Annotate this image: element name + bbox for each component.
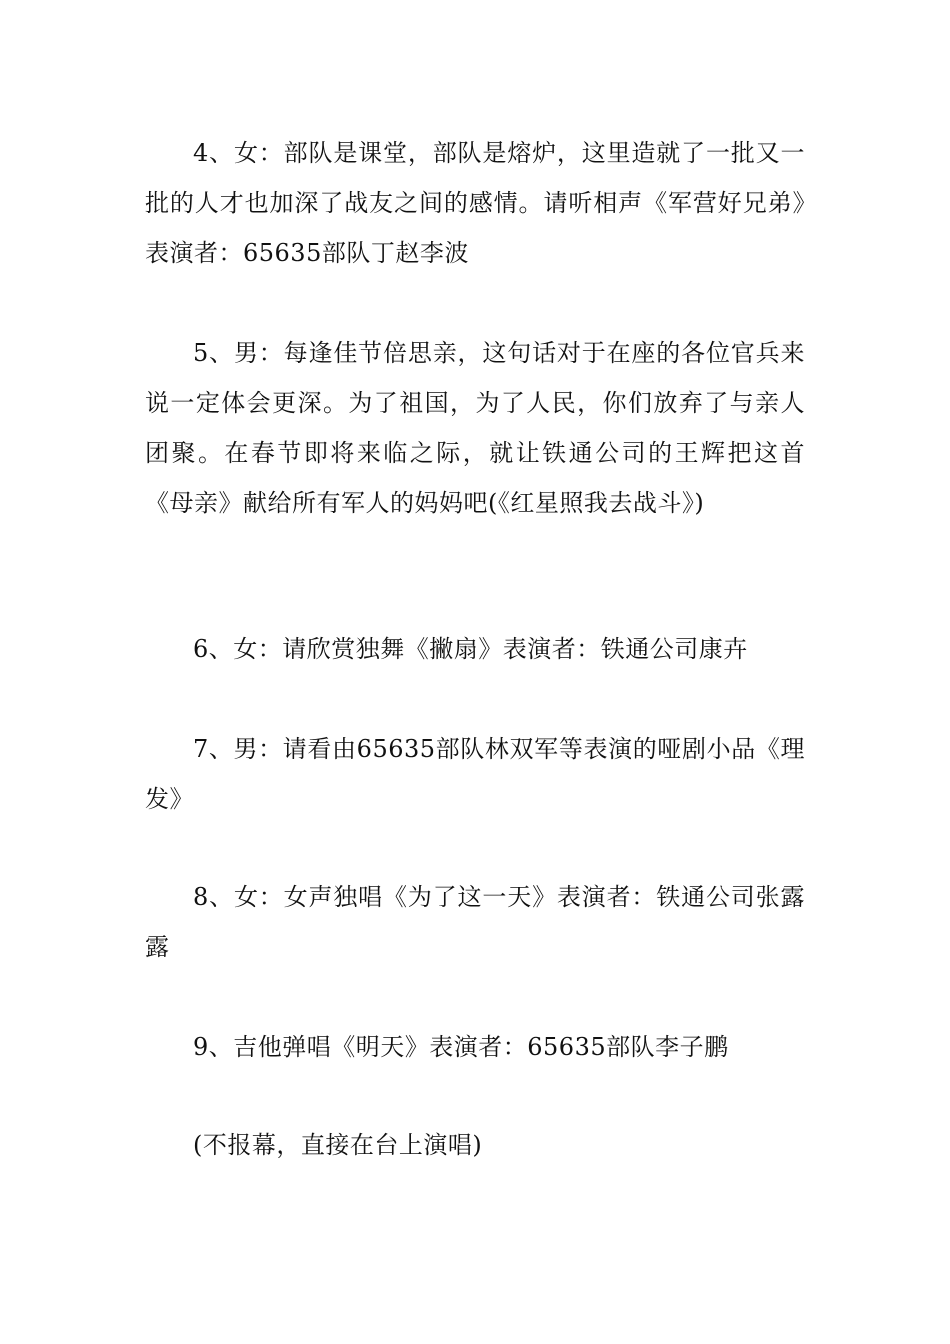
stage-note: (不报幕，直接在台上演唱) xyxy=(193,1131,483,1159)
program-item-8: 8、女：女声独唱《为了这一天》表演者：铁通公司张露露 xyxy=(145,883,805,961)
program-item-6: 6、女：请欣赏独舞《撇扇》表演者：铁通公司康卉 xyxy=(193,635,748,663)
program-item-4: 4、女：部队是课堂，部队是熔炉，这里造就了一批又一批的人才也加深了战友之间的感情。请听相声《军营好兄弟》表演者：65635部队丁赵李波 xyxy=(145,139,805,267)
program-item-9: 9、吉他弹唱《明天》表演者：65635部队李子鹏 xyxy=(193,1033,729,1061)
program-item-7: 7、男：请看由65635部队林双军等表演的哑剧小品《理发》 xyxy=(145,735,805,813)
program-item-5: 5、男：每逢佳节倍思亲，这句话对于在座的各位官兵来说一定体会更深。为了祖国，为了人民，你们放弃了与亲人团聚。在春节即将来临之际，就让铁通公司的王辉把这首《母亲》献给所有军人的妈妈吧(《红星照我去战斗》) xyxy=(145,339,805,517)
